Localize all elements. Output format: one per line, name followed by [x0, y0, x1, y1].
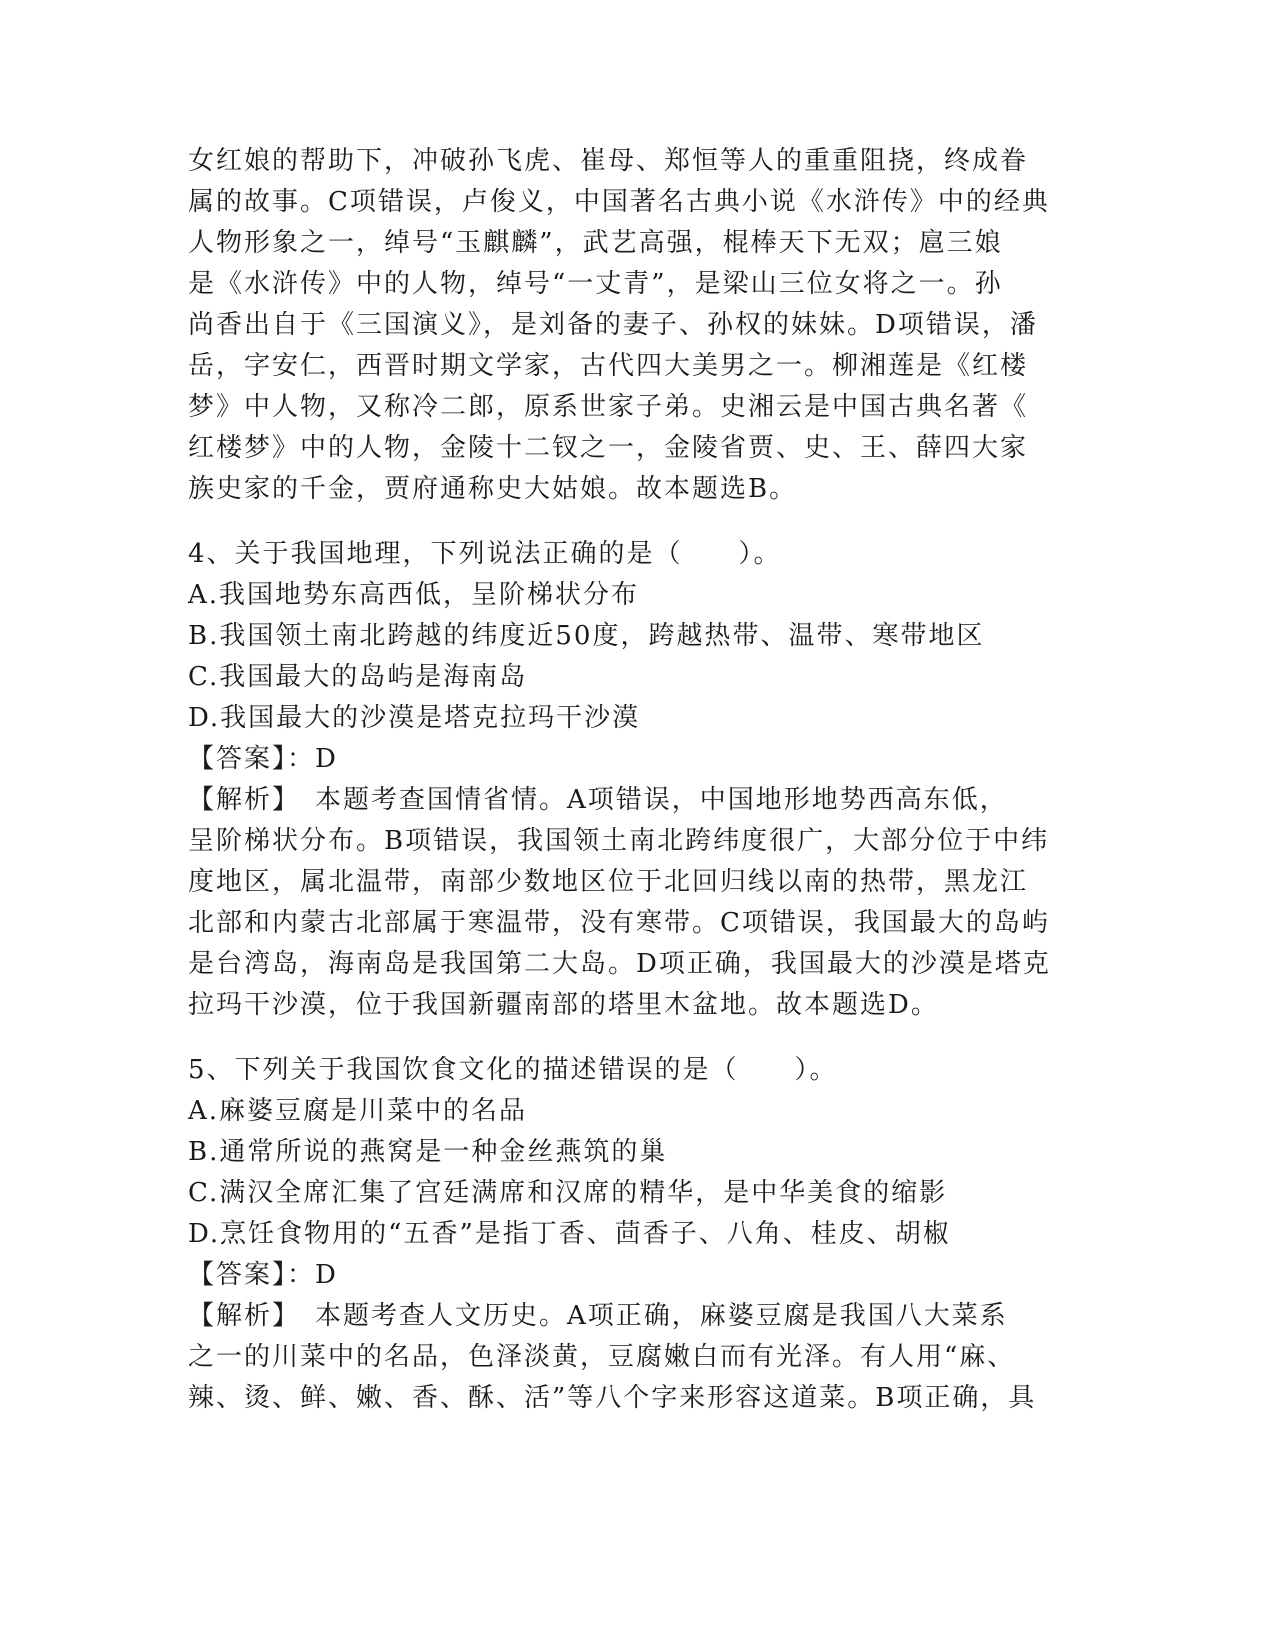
text-line: 岳，字安仁，西晋时期文学家，古代四大美男之一。柳湘莲是《红楼: [188, 351, 1029, 381]
option-c: C.我国最大的岛屿是海南岛: [188, 662, 528, 692]
analysis-line: 之一的川菜中的名品，色泽淡黄，豆腐嫩白而有光泽。有人用“麻、: [188, 1342, 1016, 1372]
analysis-line: 度地区，属北温带，南部少数地区位于北回归线以南的热带，黑龙江: [188, 867, 1029, 897]
option-c: C.满汉全席汇集了宫廷满席和汉席的精华，是中华美食的缩影: [188, 1178, 948, 1208]
text-line: 女红娘的帮助下，冲破孙飞虎、崔母、郑恒等人的重重阻挠，终成眷: [188, 146, 1029, 176]
analysis-line: 【解析】 本题考查人文历史。A项正确，麻婆豆腐是我国八大菜系: [188, 1301, 1008, 1331]
option-b: B.通常所说的燕窝是一种金丝燕筑的巢: [188, 1137, 668, 1167]
text-line: 梦》中人物，又称冷二郎，原系世家子弟。史湘云是中国古典名著《: [188, 392, 1029, 422]
text-line: 族史家的千金，贾府通称史大姑娘。故本题选B。: [188, 474, 798, 504]
analysis-line: 【解析】 本题考查国情省情。A项错误，中国地形地势西高东低，: [188, 785, 1008, 815]
option-b: B.我国领土南北跨越的纬度近50度，跨越热带、温带、寒带地区: [188, 621, 985, 651]
analysis-line: 是台湾岛，海南岛是我国第二大岛。D项正确，我国最大的沙漠是塔克: [188, 949, 1051, 979]
analysis-line: 北部和内蒙古北部属于寒温带，没有寒带。C项错误，我国最大的岛屿: [188, 908, 1050, 938]
text-line: 人物形象之一，绰号“玉麒麟”，武艺高强，棍棒天下无双；扈三娘: [188, 228, 1003, 258]
text-line: 属的故事。C项错误，卢俊义，中国著名古典小说《水浒传》中的经典: [188, 187, 1050, 217]
option-a: A.麻婆豆腐是川菜中的名品: [188, 1096, 528, 1126]
question-stem: 5、下列关于我国饮食文化的描述错误的是（ ）。: [188, 1055, 838, 1085]
text-line: 尚香出自于《三国演义》，是刘备的妻子、孙权的妹妹。D项错误，潘: [188, 310, 1038, 340]
answer-line: 【答案】：D: [188, 1260, 338, 1290]
analysis-line: 拉玛干沙漠，位于我国新疆南部的塔里木盆地。故本题选D。: [188, 990, 939, 1020]
option-d: D.烹饪食物用的“五香”是指丁香、茴香子、八角、桂皮、胡椒: [188, 1219, 951, 1249]
analysis-line: 呈阶梯状分布。B项错误，我国领土南北跨纬度很广，大部分位于中纬: [188, 826, 1050, 856]
text-line: 红楼梦》中的人物，金陵十二钗之一，金陵省贾、史、王、薛四大家: [188, 433, 1029, 463]
text-line: 是《水浒传》中的人物，绰号“一丈青”，是梁山三位女将之一。孙: [188, 269, 1003, 299]
question-stem: 4、关于我国地理，下列说法正确的是（ ）。: [188, 539, 782, 569]
analysis-line: 辣、烫、鲜、嫩、香、酥、活”等八个字来形容这道菜。B项正确，具: [188, 1383, 1037, 1413]
answer-line: 【答案】：D: [188, 744, 338, 774]
option-a: A.我国地势东高西低，呈阶梯状分布: [188, 580, 640, 610]
option-d: D.我国最大的沙漠是塔克拉玛干沙漠: [188, 703, 641, 733]
